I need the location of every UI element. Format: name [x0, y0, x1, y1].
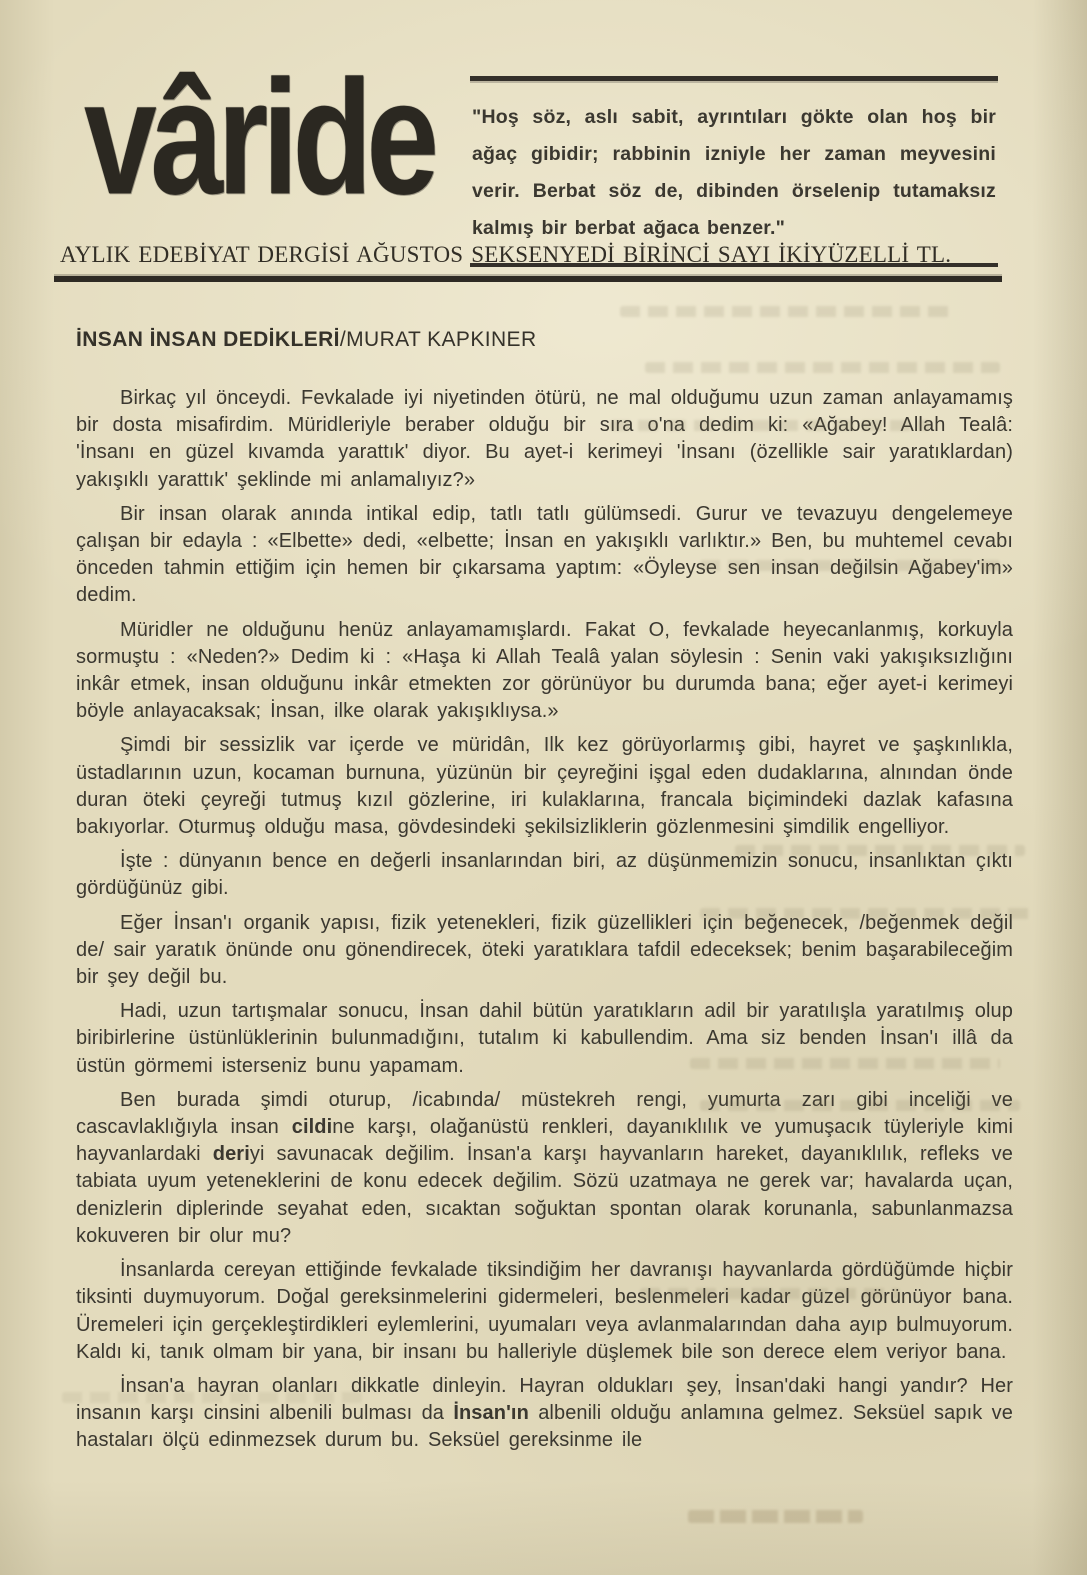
- quote-top-rule: [470, 76, 998, 81]
- paragraph-text: Birkaç yıl önceydi. Fevkalade iyi niyetinden ötürü, ne mal olduğumu uzun zaman anlayamamış bir dosta misafirdim. Müridleriyle beraber olduğu bir sıra o'na dedim ki: «Ağabey! Allah Tealâ: 'İnsanı en güzel kıvamda yarattık' diyor. Bu ayet-i kerimeyi 'İnsanı (özellikle sair yaratıklardan) yakışıklı yarattık' şeklinde mi anlamalıyız?»: [76, 387, 1013, 491]
- article-paragraph: [76, 385, 1013, 494]
- paragraph-text: Bir insan olarak anında intikal edip, tatlı tatlı gülümsedi. Gurur ve tevazuyu dengelemeye çalışan bir edayla : «Elbette» dedi, «elbette; İnsan en yakışıklı varlıktır.» Ben, bu muhtemel cevabı önceden tahmin ettiğim için hemen bir çıkarsama yaptım: «Öyleyse sen insan değilsin Ağabey'im» dedim.: [76, 502, 1013, 607]
- emphasized-text: deri: [212, 1143, 250, 1166]
- paragraph-text: Ben burada şimdi oturup, /icabında/ müstekreh rengi, yumurta zarı gibi inceliği ve cascavlaklığıyla insan: [76, 1088, 1013, 1139]
- paragraph-text: yi savunacak değilim. İnsan'a karşı hayvanların hareket, dayanıklılık, refleks ve tabiata uyum yeteneklerini de konu edecek değilim. Sözü uzatmaya ne gerek var; havalarda uçan, denizlerin diplerinde seyahat eden, sıcaktan soğuktan spontan olarak korunanla, sabunlanmazsa kokuveren bir olur mu?: [76, 1143, 1013, 1247]
- page-showthrough-smudge: [620, 306, 950, 317]
- masthead-quote: "Hoş söz, aslı sabit, ayrıntıları gökte olan hoş bir ağaç gibidir; rabbinin izniyle her zaman meyvesini verir. Berbat söz de, dibinden örselenip tutamaksız kalmış bir berbat ağaca benzer.": [472, 106, 996, 239]
- article-paragraph: [76, 501, 1013, 610]
- paragraph-text: albenili olduğu anlamına gelmez. Seksüel sapık ve hastaları ölçü edinmezsek durum bu. Seksüel gereksinme ile: [76, 1402, 1013, 1452]
- paragraph-text: Şimdi bir sessizlik var içerde ve müridân, Ilk kez görüyorlarmış gibi, hayret ve şaşkınlıkla, üstadlarının uzun, kocaman burnuna, yüzünün bir çeyreğini işgal eden dudaklarına, alnından önde duran öteki çeyreği tutmuş kızıl gözlerine, iri kulaklarına, francala biçimindeki dazlak kafasına bakıyorlar. Oturmuş olduğu masa, gövdesindeki şekilsizliklerin gözlenmesini şimdilik engelliyor.: [76, 734, 1013, 839]
- article-title: [76, 327, 1013, 353]
- paragraph-text: ne karşı, olağanüstü renkleri, dayanıklılık ve yumuşacık tüyleriyle kimi hayvanlardaki: [76, 1116, 1013, 1166]
- article-paragraph: [76, 617, 1013, 726]
- emphasized-text: İnsan'ın: [453, 1402, 529, 1425]
- article: [76, 327, 1013, 1462]
- masthead-subtitle: AYLIK EDEBİYAT DERGİSİ AĞUSTOS SEKSENYEDİ BİRİNCİ SAYI İKİYÜZELLİ TL.: [60, 242, 952, 267]
- article-paragraph: [76, 1257, 1013, 1366]
- article-paragraph: [76, 1373, 1013, 1455]
- article-body: [76, 385, 1013, 1455]
- paragraph-text: Eğer İnsan'ı organik yapısı, fizik yetenekleri, fizik güzellikleri için beğenecek, /beğenmek değil de/ sair yaratık önünde onu gönendirecek, öteki yaratıklara tafdil edeceksek; benim başarabileceğim bir şey değil bu.: [76, 911, 1013, 989]
- article-title-text: İNSAN İNSAN DEDİKLERİ: [76, 328, 340, 351]
- masthead-quote-block: [470, 76, 998, 267]
- emphasized-text: cildi: [291, 1116, 333, 1139]
- article-paragraph: [76, 910, 1013, 992]
- paragraph-text: İnsan'a hayran olanları dikkatle dinleyin. Hayran oldukları şey, İnsan'daki hangi yandır? Her insanın karşı cinsini albenili bulması da: [76, 1374, 1013, 1425]
- paragraph-text: İnsanlarda cereyan ettiğinde fevkalade tiksindiğim her davranışı hayvanlarda gördüğümde hiçbir tiksinti duymuyorum. Doğal gereksinmelerini gidermeleri, beslenmeleri kadar güzel görünüyor bana. Üremeleri için gerçekleştirdikleri eylemlerini, uyumaları veya avlanmalarından daha ayıp bulmuyorum. Kaldı ki, tanık olmam bir yana, bir insanı bu halleriyle düşlemek bile son derece elem veriyor bana.: [76, 1259, 1013, 1363]
- masthead-divider-rule: [54, 276, 1002, 282]
- article-paragraph: [76, 1087, 1013, 1250]
- paragraph-text: Hadi, uzun tartışmalar sonucu, İnsan dahil bütün yaratıkların adil bir yaratılışla yaratılmış olup biribirlerine üstünlüklerinin bulunmadığını, tutalım ki kabullendim. Ama siz benden İnsan'ı illâ da üstün görmemi isterseniz bunu yapamam.: [76, 1000, 1013, 1077]
- paragraph-text: İşte : dünyanın bence en değerli insanlarından biri, az düşünmemizin sonucu, insanlıktan çıktı gördüğünüz gibi.: [76, 850, 1013, 900]
- article-author: /MURAT KAPKINER: [339, 328, 537, 351]
- article-paragraph: [76, 998, 1013, 1080]
- magazine-logo: vâride: [84, 46, 434, 229]
- paragraph-text: Müridler ne olduğunu henüz anlayamamışlardı. Fakat O, fevkalade heyecanlanmış, korkuyla sormuştu : «Neden?» Dedim ki : «Haşa ki Allah Tealâ yalan söylesin : Senin vaki yakışıksızlığını inkâr etmek, insan olduğunu inkâr etmekten zor görünüyor bu durumda bana; eğer ayet-i kerimeyi böyle anlayacaksak; İnsan, ilke olarak yakışıklıysa.»: [76, 618, 1013, 723]
- article-paragraph: [76, 848, 1013, 902]
- article-paragraph: [76, 732, 1013, 841]
- page-showthrough-smudge: [688, 1510, 863, 1523]
